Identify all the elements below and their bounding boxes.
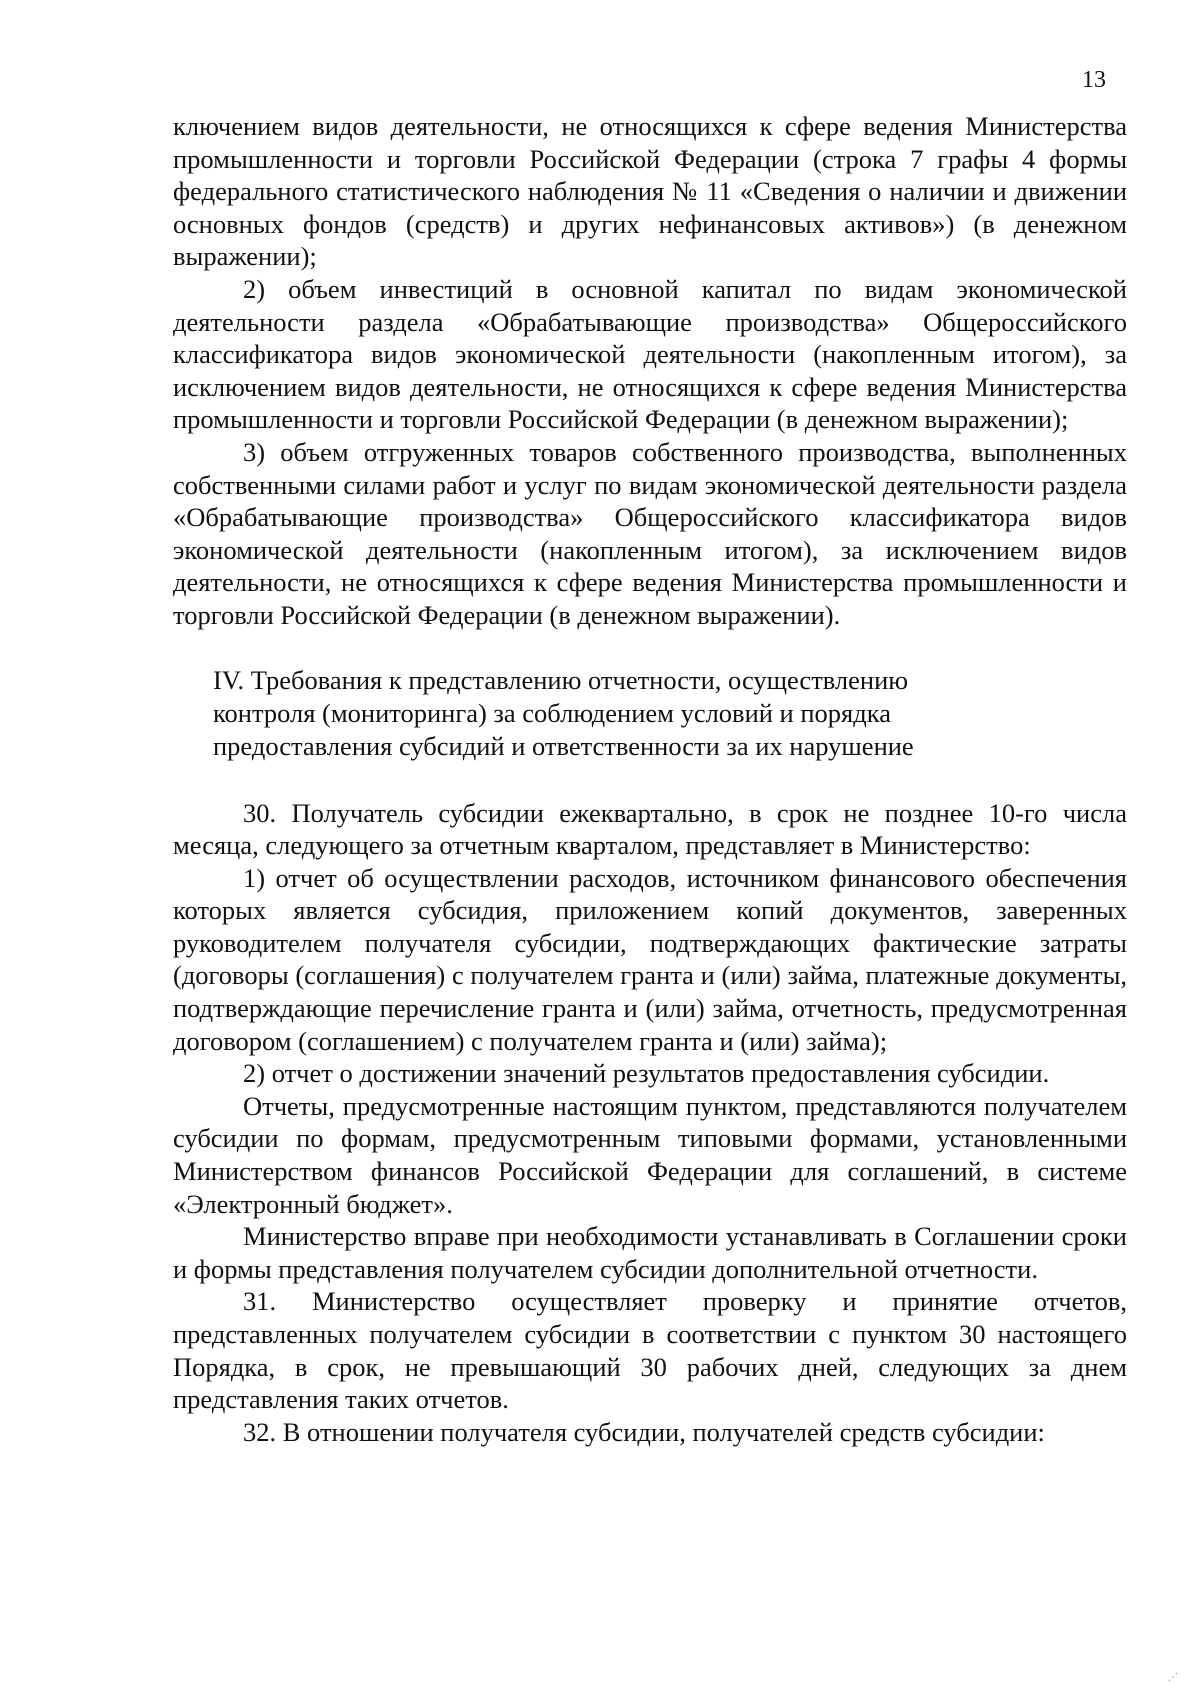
paragraph-30: 30. Получатель субсидии ежеквартально, в срок не позднее 10-го числа месяца, следующего за отчетным кварталом, представляет в Министерство: (173, 797, 1127, 861)
page-number: 13 (1082, 67, 1106, 93)
section-heading-line-1: IV. Требования к представлению отчетности, осуществлению (213, 664, 909, 695)
paragraph-30-item-2: 2) отчет о достижении значений результатов предоставления субсидии. (243, 1058, 1050, 1089)
document-body (173, 110, 1127, 1448)
paragraph-item-2: 2) объем инвестиций в основной капитал по видам экономической деятельности раздела «Обрабатывающие производства» Общероссийского классификатора видов экономической деятельности (накопленным итогом), за исключением видов деятельности, не относящихся к сфере ведения Министерства промышленности и торговли Российской Федерации (в денежном выражении); (173, 273, 1127, 435)
scan-artifact: ⋰ (1168, 1672, 1178, 1683)
paragraph-30-item-1: 1) отчет об осуществлении расходов, источником финансового обеспечения которых является субсидия, приложением копий документов, заверенных руководителем получателя субсидии, подтверждающих фактические затраты (договоры (соглашения) с получателем гранта и (или) займа, платежные документы, подтверждающие перечисление гранта и (или) займа, отчетность, предусмотренная договором (соглашением) с получателем гранта и (или) займа); (173, 862, 1127, 1056)
paragraph-30-forms: Отчеты, предусмотренные настоящим пунктом, представляются получателем субсидии по формам, предусмотренным типовыми формами, установленными Министерством финансов Российской Федерации для соглашений, в системе «Электронный бюджет». (173, 1090, 1127, 1219)
paragraph-32: 32. В отношении получателя субсидии, получателей средств субсидии: (243, 1416, 1045, 1447)
section-heading-line-3: предоставления субсидий и ответственности за их нарушение (213, 730, 914, 761)
section-heading (173, 664, 1127, 763)
paragraph-continuation: ключением видов деятельности, не относящихся к сфере ведения Министерства промышленности и торговли Российской Федерации (строка 7 графы 4 формы федерального статистического наблюдения № 11 «Сведения о наличии и движении основных фондов (средств) и других нефинансовых активов») (в денежном выражении); (173, 111, 1127, 272)
paragraph-31: 31. Министерство осуществляет проверку и принятие отчетов, представленных получателем субсидии в соответствии с пунктом 30 настоящего Порядка, в срок, не превышающий 30 рабочих дней, следующих за днем представления таких отчетов. (173, 1286, 1127, 1415)
section-heading-line-2: контроля (мониторинга) за соблюдением условий и порядка (213, 697, 891, 728)
paragraph-item-3: 3) объем отгруженных товаров собственного производства, выполненных собственными силами работ и услуг по видам экономической деятельности раздела «Обрабатывающие производства» Общероссийского классификатора видов экономической деятельности (накопленным итогом), за исключением видов деятельности, не относящихся к сфере ведения Министерства промышленности и торговли Российской Федерации (в денежном выражении). (173, 436, 1127, 630)
paragraph-30-additional: Министерство вправе при необходимости устанавливать в Соглашении сроки и формы представления получателем субсидии дополнительной отчетности. (173, 1221, 1127, 1284)
